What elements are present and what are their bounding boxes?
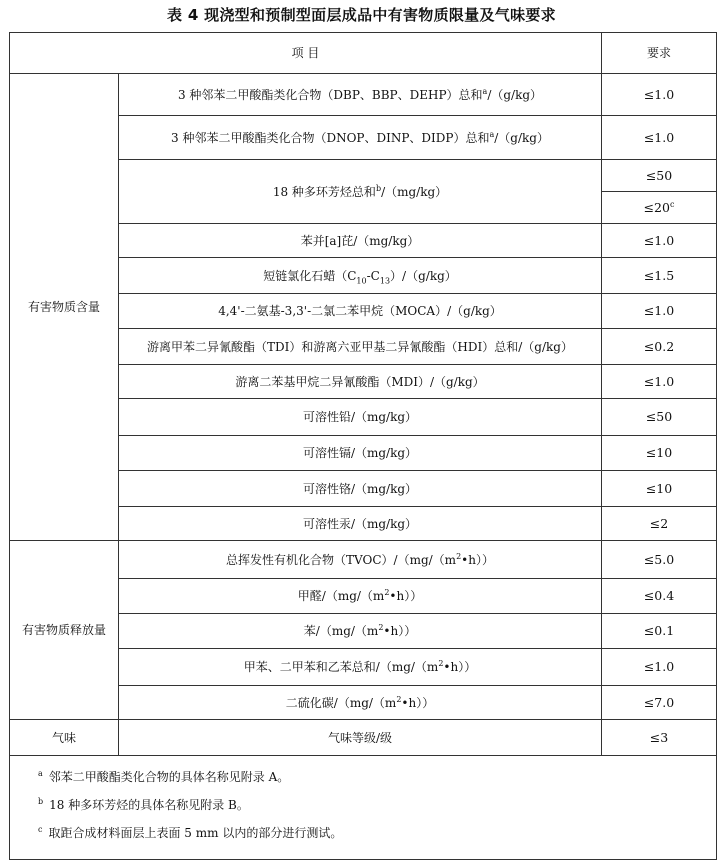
limit-value: ≤3 bbox=[602, 720, 717, 756]
header-requirement: 要求 bbox=[602, 33, 717, 74]
item-mdi: 游离二苯基甲烷二异氰酸酯（MDI）/（g/kg） bbox=[119, 365, 602, 399]
item-phthalate-dbp: 3 种邻苯二甲酸酯类化合物（DBP、BBP、DEHP）总和$^a$/（g/kg） bbox=[119, 74, 602, 116]
limit-value: ≤7.0 bbox=[602, 686, 717, 720]
limit-value: ≤2 bbox=[602, 507, 717, 541]
table-row bbox=[10, 720, 717, 756]
item-tvoc: 总挥发性有机化合物$(TVOC)/(mg/(m^2•h))$ bbox=[119, 541, 602, 579]
item-soluble-mercury: 可溶性汞/（mg/kg） bbox=[119, 507, 602, 541]
limit-value: ≤1.0 bbox=[602, 116, 717, 160]
item-pah: 18 种多环芳烃总和$^b$/（mg/kg） bbox=[119, 160, 602, 224]
item-benzo-a-pyrene: 苯并[a]芘/（mg/kg） bbox=[119, 224, 602, 258]
limit-value-surface: $\le 20^c$ bbox=[602, 192, 717, 224]
limit-value: ≤50 bbox=[602, 160, 717, 192]
limit-value: ≤0.1 bbox=[602, 614, 717, 649]
limit-value: ≤0.2 bbox=[602, 329, 717, 365]
header-item: 项 目 bbox=[10, 33, 602, 74]
limit-value: ≤10 bbox=[602, 436, 717, 471]
item-phthalate-dnop: 3 种邻苯二甲酸酯类化合物（DNOP、DINP、DIDP）总和$^a$/（g/kg） bbox=[119, 116, 602, 160]
limit-value: ≤5.0 bbox=[602, 541, 717, 579]
item-soluble-chromium: 可溶性铬/（mg/kg） bbox=[119, 471, 602, 507]
limit-value: ≤1.0 bbox=[602, 649, 717, 686]
limit-value: ≤1.5 bbox=[602, 258, 717, 294]
table-row bbox=[10, 74, 717, 116]
limit-value: ≤1.0 bbox=[602, 365, 717, 399]
footnotes bbox=[10, 756, 717, 860]
table-row bbox=[10, 541, 717, 579]
item-formaldehyde: 甲醛$/(mg/(m^2•h))$ bbox=[119, 579, 602, 614]
item-moca: 4,4'-二氨基-3,3'-二氯二苯甲烷（MOCA）/（g/kg） bbox=[119, 294, 602, 329]
limit-value: ≤1.0 bbox=[602, 74, 717, 116]
footnote-c: $^c$ 取距合成材料面层上表面 5 mm 以内的部分进行测试。 bbox=[38, 825, 343, 840]
item-tdi-hdi: 游离甲苯二异氰酸酯（TDI）和游离六亚甲基二异氰酸酯（HDI）总和/（g/kg） bbox=[119, 329, 602, 365]
header-row bbox=[10, 33, 717, 74]
limit-value: ≤1.0 bbox=[602, 294, 717, 329]
item-toluene-xylene-ethylbenzene: 甲苯、二甲苯和乙苯总和$/(mg/(m^2•h))$ bbox=[119, 649, 602, 686]
limit-value: ≤1.0 bbox=[602, 224, 717, 258]
limit-value: ≤50 bbox=[602, 399, 717, 436]
table-title: 表 4 现浇型和预制型面层成品中有害物质限量及气味要求 bbox=[167, 6, 556, 24]
group-odor: 气味 bbox=[10, 720, 119, 756]
limit-value: ≤0.4 bbox=[602, 579, 717, 614]
notes-row bbox=[10, 756, 717, 860]
item-benzene: 苯$/(mg/(m^2•h))$ bbox=[119, 614, 602, 649]
group-emission: 有害物质释放量 bbox=[10, 541, 119, 720]
item-carbon-disulfide: 二硫化碳$/(mg/(m^2•h))$ bbox=[119, 686, 602, 720]
limits-table bbox=[9, 32, 717, 860]
item-soluble-cadmium: 可溶性镉/（mg/kg） bbox=[119, 436, 602, 471]
footnote-a: $^a$ 邻苯二甲酸酯类化合物的具体名称见附录 A。 bbox=[38, 769, 290, 784]
footnote-b: $^b$ 18 种多环芳烃的具体名称见附录 B。 bbox=[38, 797, 249, 812]
limit-value: ≤10 bbox=[602, 471, 717, 507]
group-content: 有害物质含量 bbox=[10, 74, 119, 541]
item-soluble-lead: 可溶性铅/（mg/kg） bbox=[119, 399, 602, 436]
item-odor-grade: 气味等级/级 bbox=[119, 720, 602, 756]
item-sccp: 短链氯化石蜡$(C_{10}-C_{13})/(g/kg)$ bbox=[119, 258, 602, 294]
